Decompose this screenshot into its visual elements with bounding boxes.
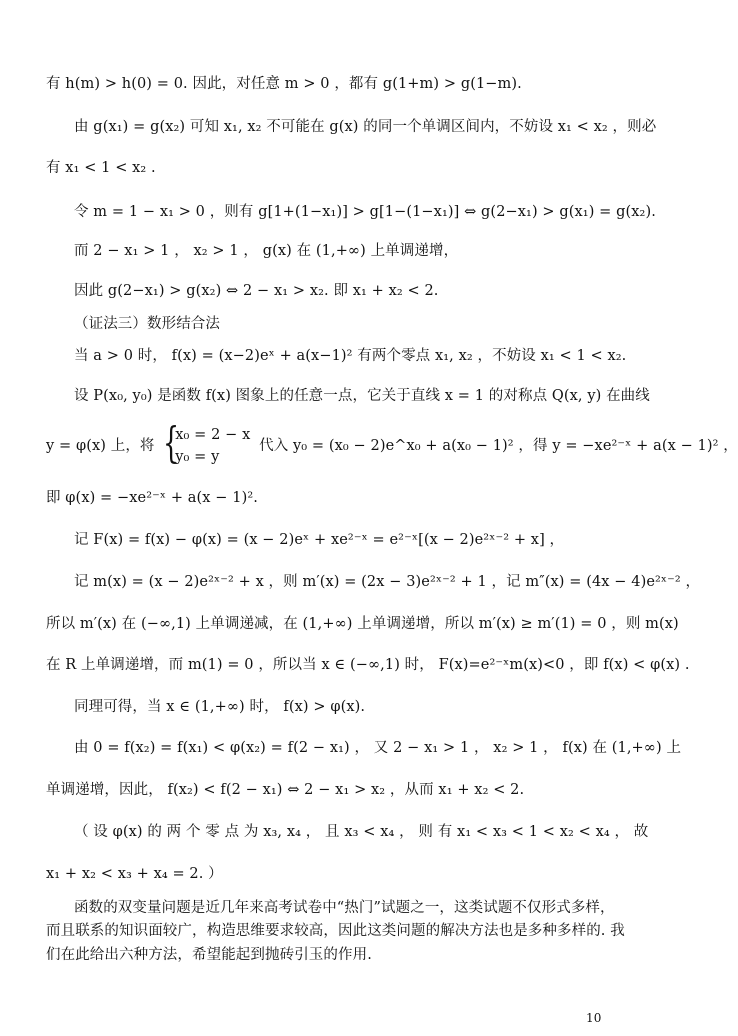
line-4: 令 m = 1 − x₁ > 0 ，则有 g[1+(1−x₁)] > g[1−(1−x₁)] ⇔ g(2−x₁) > g(x₁) = g(x₂). bbox=[74, 204, 656, 220]
line-22: 而且联系的知识面较广，构造思维要求较高，因此这类问题的解决方法也是多种多样的. 我 bbox=[46, 923, 625, 939]
line-13: 记 m(x) = (x − 2)e²ˣ⁻² + x ，则 m′(x) = (2x − 3)e²ˣ⁻² + 1 ，记 m″(x) = (4x − 4)e²ˣ⁻² ， bbox=[74, 574, 701, 590]
line-9: 设 P(x₀, y₀) 是函数 f(x) 图象上的任意一点，它关于直线 x = 1 的对称点 Q(x, y) 在曲线 bbox=[74, 388, 650, 404]
section-heading: （证法三）数形结合法 bbox=[74, 316, 220, 332]
line-11: 即 φ(x) = −xe²⁻ˣ + a(x − 1)². bbox=[46, 490, 258, 506]
line-5: 而 2 − x₁ > 1 ， x₂ > 1 ， g(x) 在 (1,+∞) 上单调递增， bbox=[74, 243, 459, 259]
system-row-1: x₀ = 2 − x bbox=[175, 427, 251, 443]
line-18: 单调递增，因此， f(x₂) < f(2 − x₁) ⇔ 2 − x₁ > x₂ ，从而 x₁ + x₂ < 2. bbox=[46, 782, 525, 798]
system-before: y = φ(x) 上，将 bbox=[46, 438, 155, 454]
line-23: 们在此给出六种方法，希望能起到抛砖引玉的作用. bbox=[46, 947, 372, 963]
left-brace-icon: { bbox=[163, 418, 180, 467]
line-15: 在 R 上单调递增，而 m(1) = 0 ，所以当 x ∈ (−∞,1) 时， F(x)=e²⁻ˣm(x)<0 ，即 f(x) < φ(x) . bbox=[46, 657, 690, 673]
line-14: 所以 m′(x) 在 (−∞,1) 上单调递减，在 (1,+∞) 上单调递增，所以 m′(x) ≥ m′(1) = 0 ，则 m(x) bbox=[46, 616, 679, 632]
line-2: 由 g(x₁) = g(x₂) 可知 x₁, x₂ 不可能在 g(x) 的同一个单调区间内，不妨设 x₁ < x₂ ，则必 bbox=[74, 119, 657, 135]
equation-system bbox=[163, 418, 251, 468]
page-number: 10 bbox=[586, 1011, 602, 1025]
line-1: 有 h(m) > h(0) = 0. 因此，对任意 m > 0 ，都有 g(1+m) > g(1−m). bbox=[46, 76, 522, 92]
line-20: x₁ + x₂ < x₃ + x₄ = 2. ） bbox=[46, 866, 223, 882]
line-system bbox=[46, 418, 738, 468]
line-6: 因此 g(2−x₁) > g(x₂) ⇔ 2 − x₁ > x₂. 即 x₁ + x₂ < 2. bbox=[74, 283, 439, 299]
line-3: 有 x₁ < 1 < x₂ . bbox=[46, 160, 156, 176]
line-21: 函数的双变量问题是近几年来高考试卷中“热门”试题之一，这类试题不仅形式多样， bbox=[74, 900, 615, 916]
line-19: （ 设 φ(x) 的 两 个 零 点 为 x₃, x₄ ， 且 x₃ < x₄ ， 则 有 x₁ < x₃ < 1 < x₂ < x₄ ， 故 bbox=[74, 824, 649, 840]
system-row-2: y₀ = y bbox=[175, 449, 220, 465]
line-12: 记 F(x) = f(x) − φ(x) = (x − 2)eˣ + xe²⁻ˣ = e²⁻ˣ[(x − 2)e²ˣ⁻² + x] ， bbox=[74, 532, 565, 548]
line-8: 当 a > 0 时， f(x) = (x−2)eˣ + a(x−1)² 有两个零点 x₁, x₂ ，不妨设 x₁ < 1 < x₂. bbox=[74, 348, 627, 364]
line-16: 同理可得，当 x ∈ (1,+∞) 时， f(x) > φ(x). bbox=[74, 699, 366, 715]
line-17: 由 0 = f(x₂) = f(x₁) < φ(x₂) = f(2 − x₁) ， 又 2 − x₁ > 1 ， x₂ > 1 ， f(x) 在 (1,+∞) 上 bbox=[74, 740, 682, 756]
system-after: 代入 y₀ = (x₀ − 2)e^x₀ + a(x₀ − 1)² ，得 y = −xe²⁻ˣ + a(x − 1)² ， bbox=[259, 438, 738, 454]
